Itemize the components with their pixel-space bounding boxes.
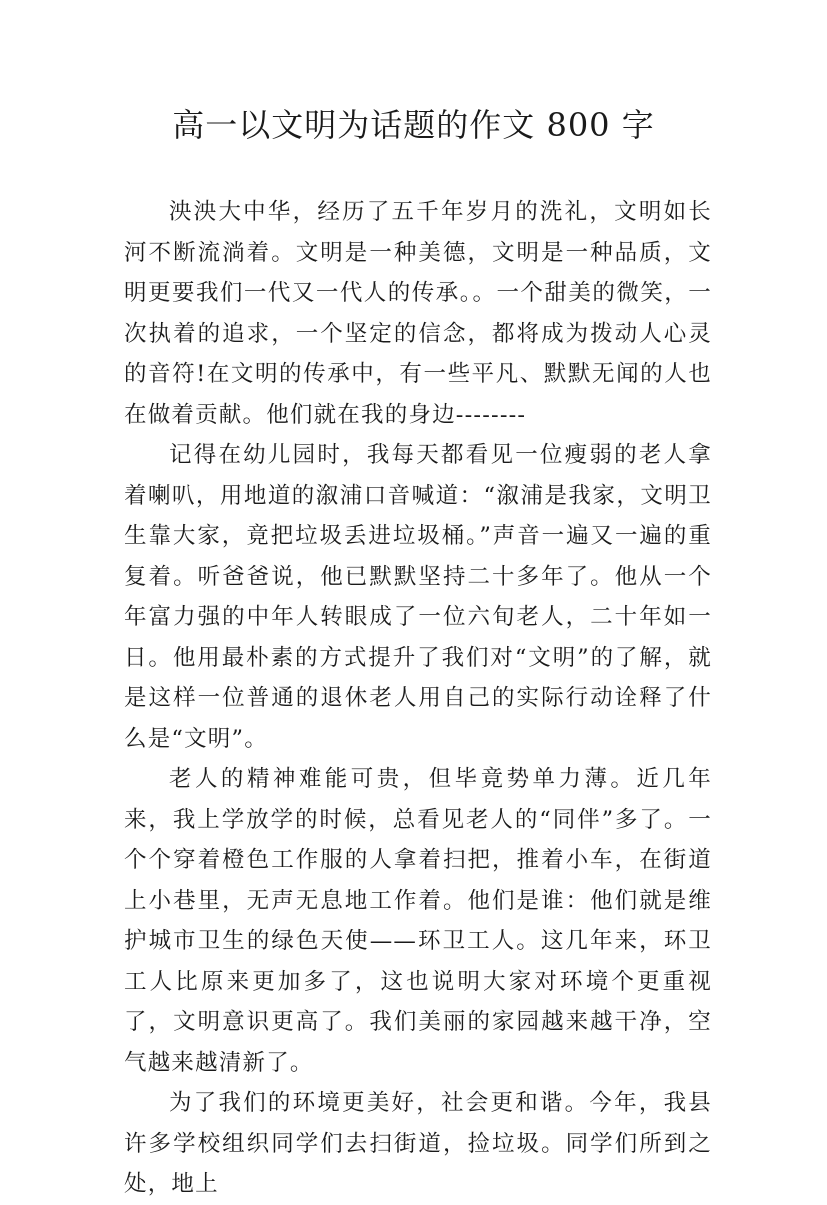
paragraph-1: 泱泱大中华，经历了五千年岁月的洗礼，文明如长河不断流淌着。文明是一种美德，文明是一种品质，文明更要我们一代又一代人的传承。。一个甜美的微笑，一次执着的追求，一个坚定的信念，都将成为拨动人心灵的音符!在文明的传承中，有一些平凡、默默无闻的人也在做着贡献。他们就在我的身边-------- [124,199,712,428]
document-title: 高一以文明为话题的作文 800 字 [172,106,655,144]
paragraph-2: 记得在幼儿园时，我每天都看见一位瘦弱的老人拿着喇叭，用地道的溆浦口音喊道：“溆浦是我家，文明卫生靠大家，竟把垃圾丢进垃圾桶。”声音一遍又一遍的重复着。听爸爸说，他已默默坚持二十多年了。他从一个年富力强的中年人转眼成了一位六旬老人，二十年如一日。他用最朴素的方式提升了我们对“文明”的了解，就是这样一位普通的退休老人用自己的实际行动诠释了什么是“文明”。 [124,442,712,752]
document-body [124,192,712,1205]
paragraph-3: 老人的精神难能可贵，但毕竟势单力薄。近几年来，我上学放学的时候，总看见老人的“同伴”多了。一个个穿着橙色工作服的人拿着扫把，推着小车，在街道上小巷里，无声无息地工作着。他们是谁：他们就是维护城市卫生的绿色天使——环卫工人。这几年来，环卫工人比原来更加多了，这也说明大家对环境个更重视了，文明意识更高了。我们美丽的家园越来越干净，空气越来越清新了。 [124,766,712,1076]
paragraph-4: 为了我们的环境更美好，社会更和谐。今年，我县许多学校组织同学们去扫街道，捡垃圾。同学们所到之处，地上 [124,1090,712,1197]
